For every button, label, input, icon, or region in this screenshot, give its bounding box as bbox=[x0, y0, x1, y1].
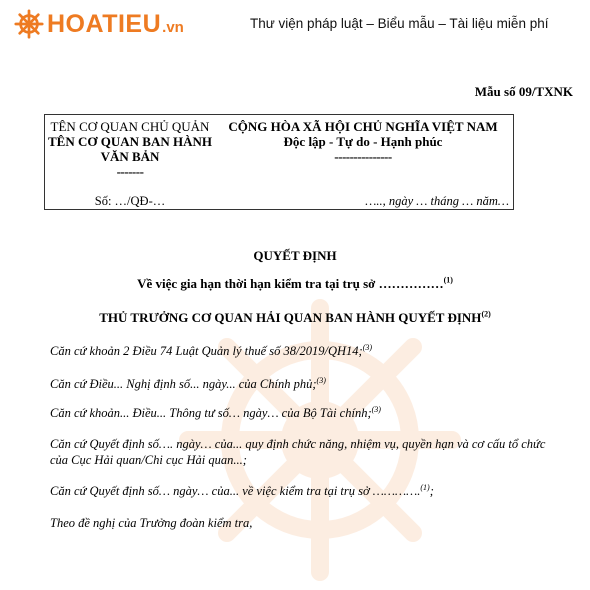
form-code: Mẫu số 09/TXNK bbox=[474, 84, 573, 99]
subject-footnote: (1) bbox=[443, 275, 453, 285]
issuing-authority bbox=[0, 310, 590, 326]
site-tagline: Thư viện pháp luật – Biểu mẫu – Tài liệu miễn phí bbox=[250, 16, 549, 31]
issuing-agency-line: TÊN CƠ QUAN BAN HÀNH bbox=[48, 134, 212, 149]
basis-text: Căn cứ khoản 2 Điều 74 Luật Quản lý thuế số 38/2019/QH14; bbox=[50, 344, 363, 358]
country-name: CỘNG HÒA XÃ HỘI CHỦ NGHĨA VIỆT NAM bbox=[228, 119, 498, 134]
issuing-agency-line-2: VĂN BẢN bbox=[100, 149, 160, 164]
basis-text: Theo đề nghị của Trưởng đoàn kiểm tra, bbox=[50, 516, 253, 530]
document-heading-box bbox=[44, 114, 514, 210]
basis-footnote: (3) bbox=[362, 342, 373, 352]
logo-suffix: .vn bbox=[162, 18, 184, 36]
document-subject bbox=[0, 276, 590, 292]
document-number: Số: …/QĐ-… bbox=[94, 194, 166, 208]
place-and-date: ….., ngày … tháng … năm… bbox=[365, 194, 509, 208]
basis-text: Căn cứ khoản... Điều... Thông tư số… ngày… của Bộ Tài chính; bbox=[50, 406, 372, 420]
org-divider: ------- bbox=[116, 164, 144, 179]
legal-basis-item bbox=[50, 483, 555, 499]
parent-agency-line: TÊN CƠ QUAN CHỦ QUẢN bbox=[50, 119, 210, 134]
ship-wheel-icon bbox=[14, 9, 44, 39]
motto-line: Độc lập - Tự do - Hạnh phúc bbox=[283, 134, 443, 149]
legal-basis-item bbox=[50, 405, 555, 421]
site-logo[interactable] bbox=[14, 4, 184, 44]
authority-text: THỦ TRƯỞNG CƠ QUAN HẢI QUAN BAN HÀNH QUYẾT ĐỊNH bbox=[99, 310, 482, 325]
basis-text: Căn cứ Điều... Nghị định số... ngày... của Chính phủ; bbox=[50, 377, 317, 391]
legal-basis-item bbox=[50, 436, 555, 468]
motto-divider: --------------- bbox=[334, 149, 392, 164]
authority-footnote: (2) bbox=[481, 309, 491, 319]
issuing-organization bbox=[45, 119, 215, 179]
legal-basis-item bbox=[50, 376, 555, 392]
basis-tail: ; bbox=[429, 484, 434, 498]
basis-footnote: (3) bbox=[316, 375, 326, 385]
legal-basis-item bbox=[50, 515, 555, 531]
document-title: QUYẾT ĐỊNH bbox=[253, 248, 337, 263]
basis-footnote: (1) bbox=[420, 482, 430, 492]
logo-text: HOATIEU bbox=[47, 9, 162, 38]
basis-footnote: (3) bbox=[371, 404, 381, 414]
basis-text: Căn cứ Quyết định số…. ngày… của... quy định chức năng, nhiệm vụ, quyền hạn và cơ cấu tổ chức của Cục Hải quan/Chi cục Hải quan...; bbox=[50, 437, 546, 467]
legal-basis-item bbox=[50, 343, 555, 359]
basis-text: Căn cứ Quyết định số… ngày… của... về việc kiểm tra tại trụ sở …………. bbox=[50, 484, 421, 498]
subject-text: Về việc gia hạn thời hạn kiểm tra tại trụ sở …………… bbox=[137, 276, 444, 291]
national-motto bbox=[215, 119, 511, 164]
